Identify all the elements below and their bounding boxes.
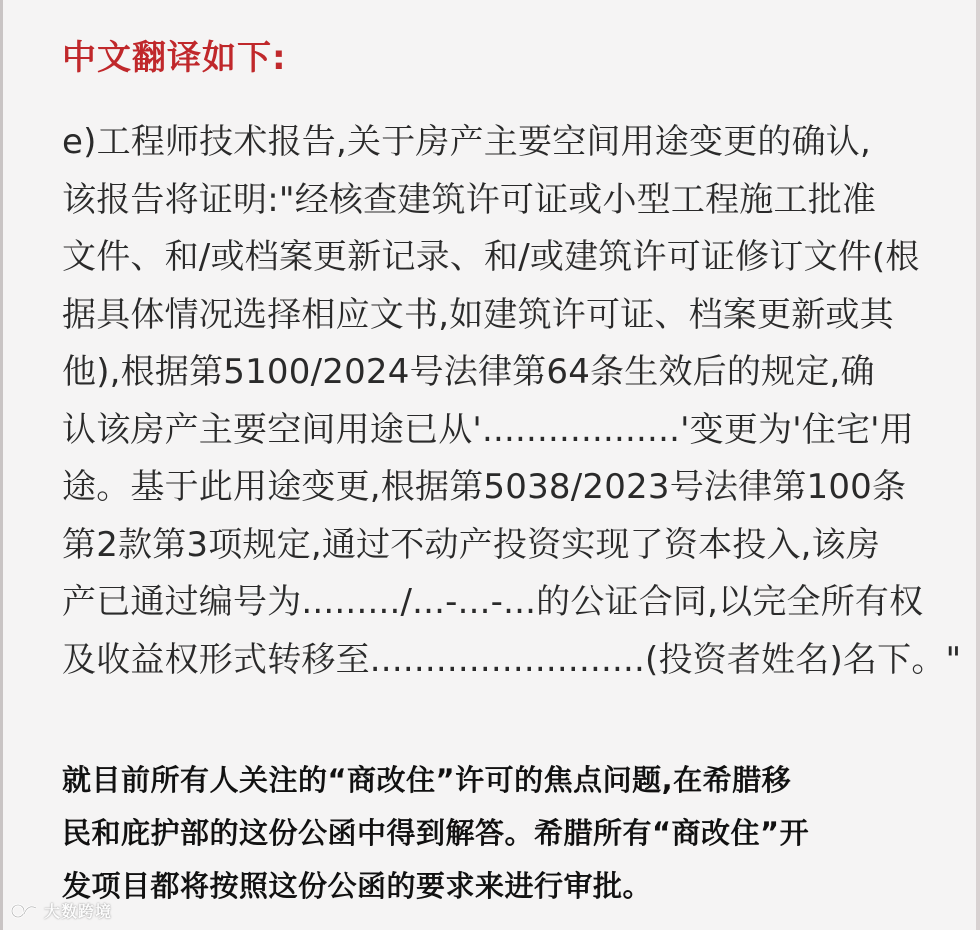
summary-line: 就目前所有人关注的“商改住”许可的焦点问题,在希腊移 <box>62 763 792 797</box>
watermark <box>10 899 112 922</box>
clause-line: 文件、和/或档案更新记录、和/或建筑许可证修订文件(根 <box>62 237 920 277</box>
translated-clause-text <box>62 114 962 689</box>
clause-line: 据具体情况选择相应文书,如建筑许可证、档案更新或其 <box>62 294 894 335</box>
clause-line: 他),根据第5100/2024号法律第64条生效后的规定,确 <box>62 352 875 392</box>
watermark-text: 大数跨境 <box>44 902 113 921</box>
summary-line: 发项目都将按照这份公函的要求来进行审批。 <box>62 869 653 903</box>
right-edge-border <box>976 0 980 930</box>
clause-line: 产已通过编号为........./...-...-...的公证合同,以完全所有权 <box>62 582 924 622</box>
clause-line: 第2款第3项规定,通过不动产投资实现了资本投入,该房 <box>62 524 881 565</box>
clause-line: 认该房产主要空间用途已从'..................'变更为'住宅'用 <box>62 409 914 450</box>
clause-line: 途。基于此用途变更,根据第5038/2023号法律第100条 <box>62 467 907 507</box>
clause-line: 及收益权形式转移至.........................(投资者姓名)名下。" <box>62 639 962 680</box>
watermark-logo-icon <box>10 902 38 920</box>
left-edge-border <box>0 0 3 930</box>
clause-line: 该报告将证明:"经核查建筑许可证或小型工程施工批准 <box>62 179 877 220</box>
summary-line: 民和庇护部的这份公函中得到解答。希腊所有“商改住”开 <box>62 816 810 850</box>
translation-heading: 中文翻译如下: <box>62 38 287 78</box>
clause-line: e)工程师技术报告,关于房产主要空间用途变更的确认, <box>62 122 871 162</box>
summary-paragraph <box>62 754 942 913</box>
